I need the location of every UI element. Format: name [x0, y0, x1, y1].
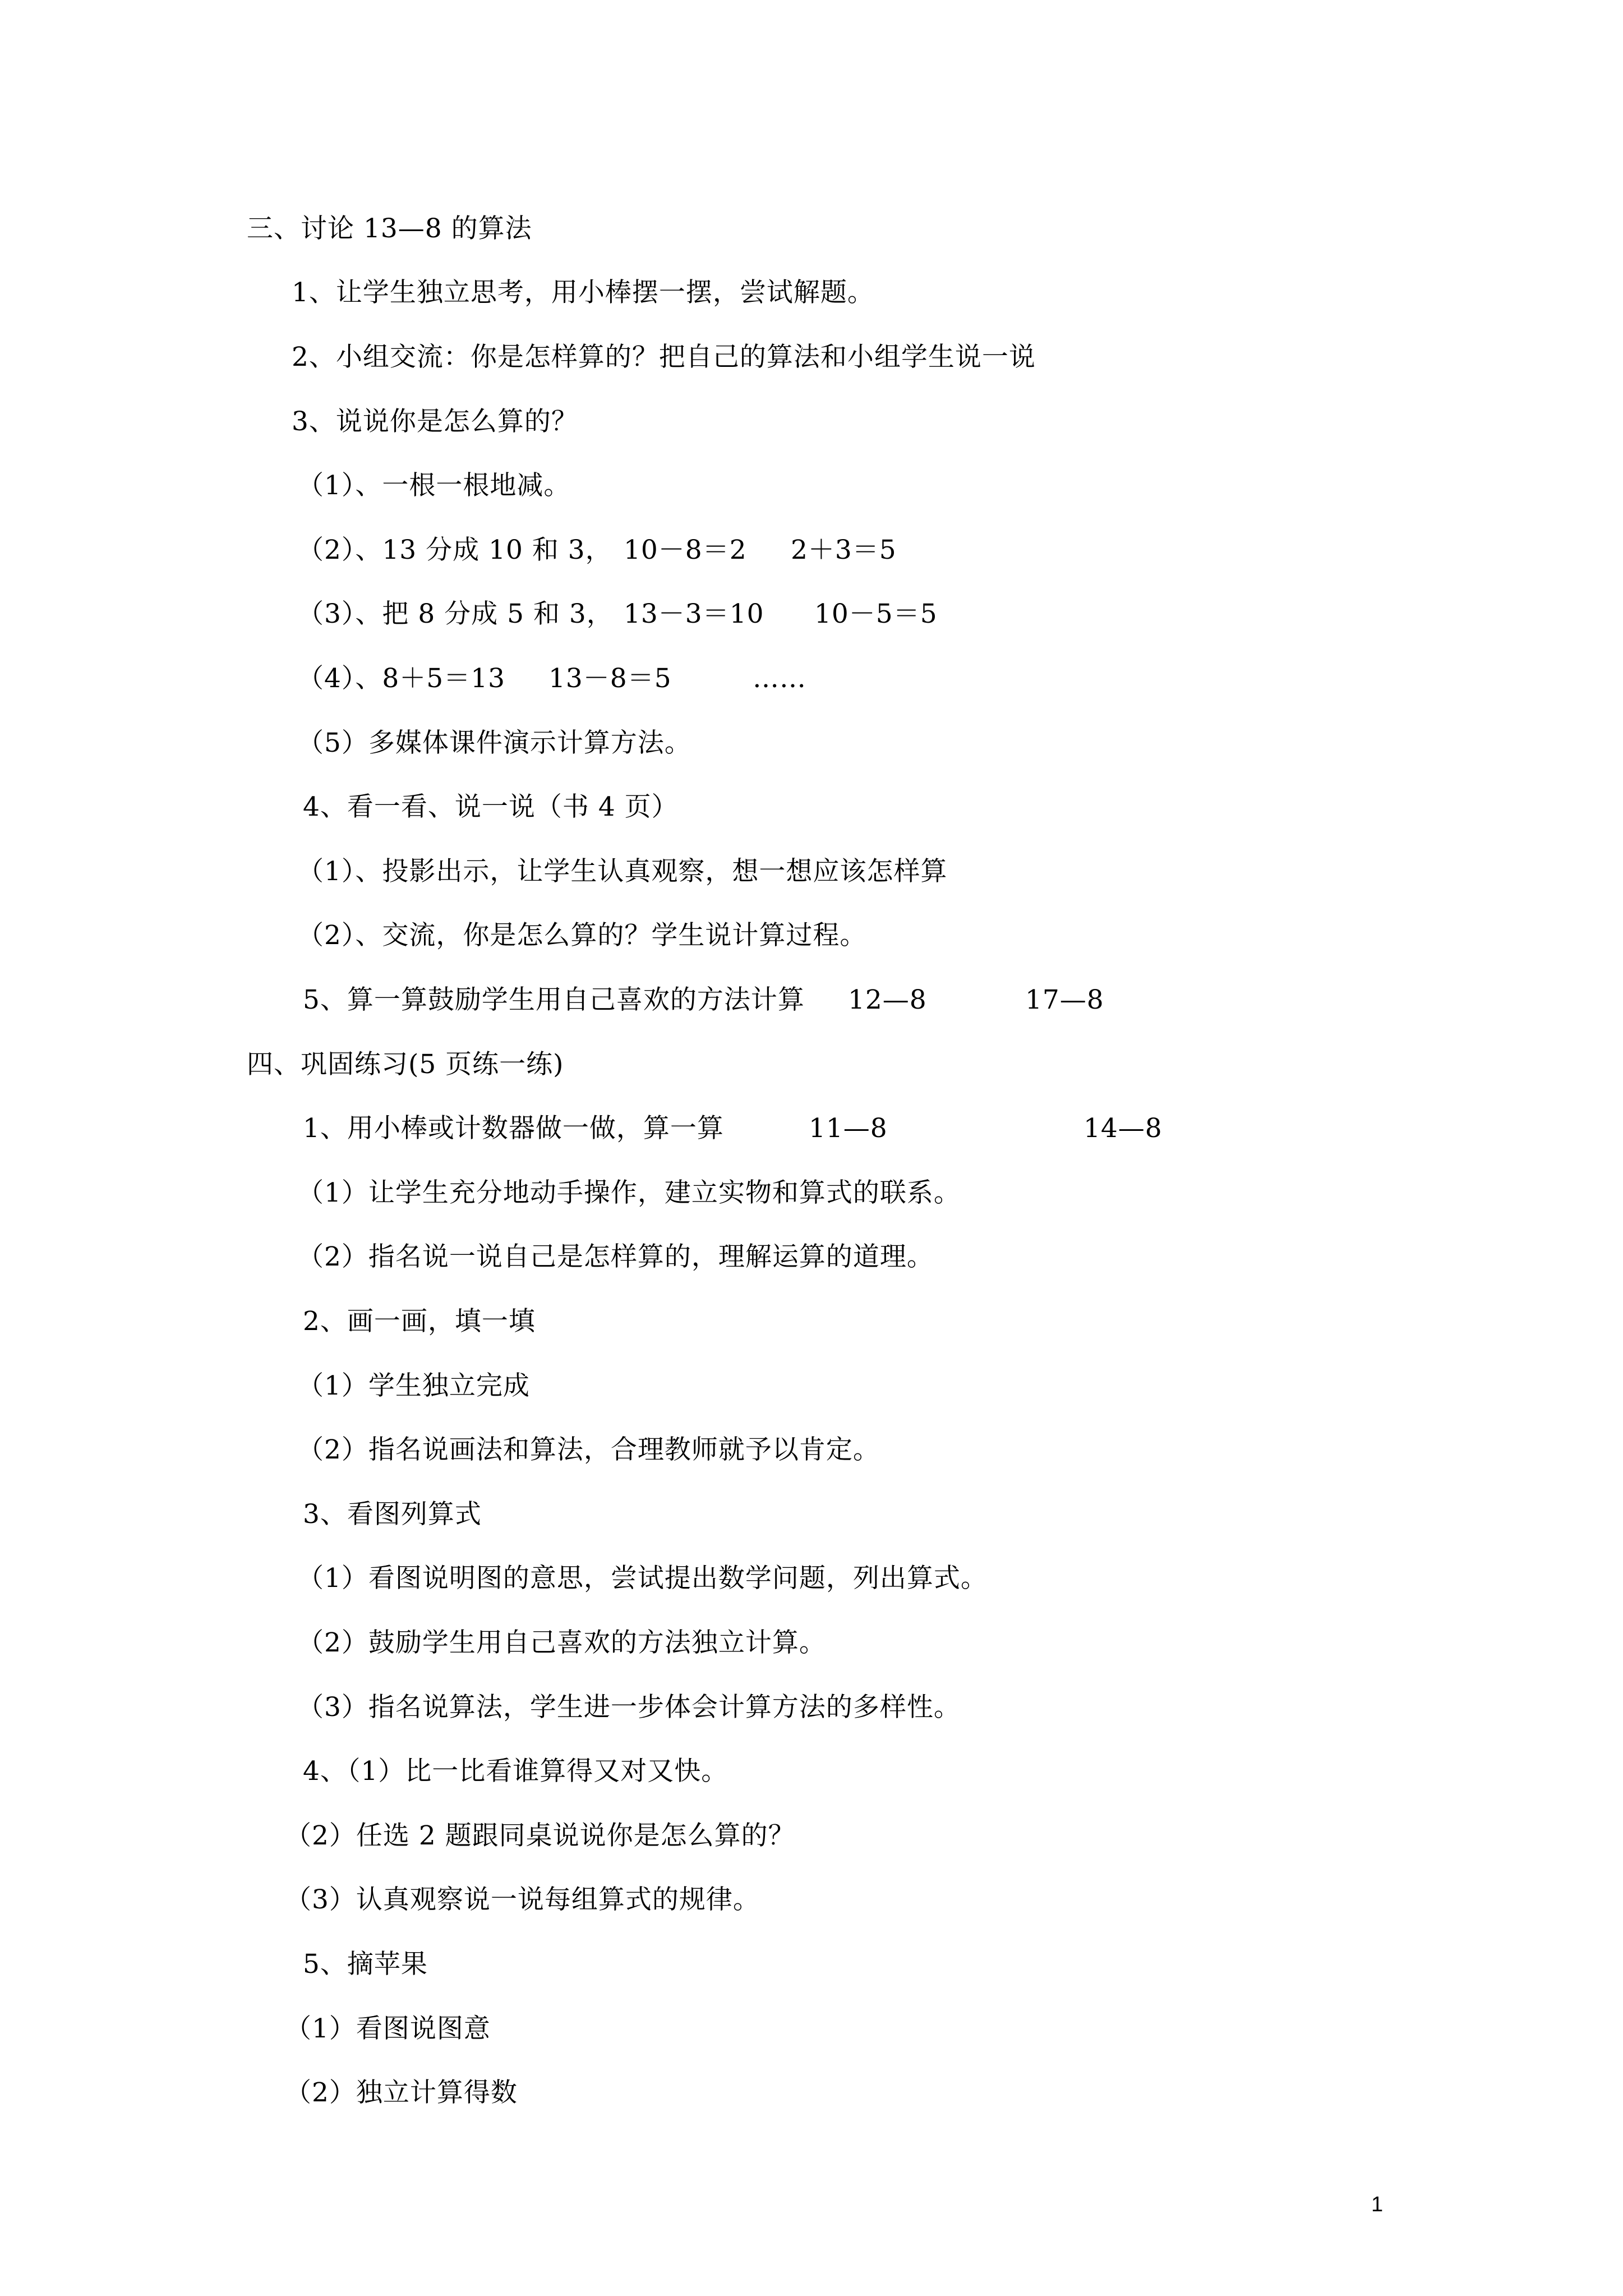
- text-line: 3、说说你是怎么算的？: [292, 406, 578, 437]
- equation: 2＋3＝5: [791, 535, 897, 565]
- section-heading-4: 四、巩固练习(5 页练一练): [247, 1049, 564, 1080]
- equation: 17—8: [1025, 984, 1104, 1015]
- text-line: （2）任选 2 题跟同桌说说你是怎么算的？: [285, 1820, 795, 1851]
- text-line: 5、摘苹果: [303, 1949, 428, 1980]
- ellipsis: ……: [753, 663, 806, 694]
- equation: 12—8: [848, 984, 927, 1015]
- text-line: （5）多媒体课件演示计算方法。: [297, 728, 691, 758]
- text-line: （1）、投影出示，让学生认真观察，想一想应该怎样算: [297, 856, 948, 887]
- line-text: （4）、8＋5＝13: [297, 663, 506, 694]
- text-line: （2）、交流，你是怎么算的？学生说计算过程。: [297, 920, 867, 951]
- line-text: （3）、把 8 分成 5 和 3，: [297, 599, 614, 629]
- equation: 10－8＝2: [624, 535, 747, 565]
- text-line: （1）、一根一根地减。: [297, 470, 571, 501]
- equation: 13－3＝10: [624, 599, 764, 629]
- equation: 14—8: [1083, 1113, 1163, 1144]
- text-line: （3）指名说算法，学生进一步体会计算方法的多样性。: [297, 1692, 961, 1723]
- line-text: （2）、13 分成 10 和 3，: [297, 535, 612, 565]
- text-line: （1）让学生充分地动手操作，建立实物和算式的联系。: [297, 1177, 961, 1208]
- text-line: （2）独立计算得数: [285, 2077, 518, 2108]
- text-line: （1）看图说明图的意思，尝试提出数学问题，列出算式。: [297, 1563, 988, 1594]
- text-line: （2）鼓励学生用自己喜欢的方法独立计算。: [297, 1627, 826, 1658]
- text-line: （1）学生独立完成: [297, 1370, 530, 1401]
- line-text: 5、算一算鼓励学生用自己喜欢的方法计算: [303, 984, 805, 1015]
- text-line: （3）认真观察说一说每组算式的规律。: [285, 1884, 760, 1915]
- line-text: 1、用小棒或计数器做一做，算一算: [303, 1113, 724, 1144]
- text-line: 4、（1）比一比看谁算得又对又快。: [303, 1756, 728, 1787]
- text-line: 2、小组交流：你是怎样算的？把自己的算法和小组学生说一说: [292, 342, 1036, 372]
- text-line: （2）指名说画法和算法，合理教师就予以肯定。: [297, 1434, 880, 1465]
- equation: 11—8: [809, 1113, 888, 1144]
- text-line: 1、让学生独立思考，用小棒摆一摆，尝试解题。: [292, 277, 874, 308]
- text-line: 2、画一画，填一填: [303, 1306, 536, 1337]
- equation: 10－5＝5: [814, 599, 938, 629]
- text-line: （1）看图说图意: [285, 2013, 491, 2044]
- section-heading-3: 三、讨论 13—8 的算法: [247, 213, 532, 244]
- text-line: 3、看图列算式: [303, 1499, 482, 1530]
- equation: 13－8＝5: [548, 663, 672, 694]
- text-line: （2）指名说一说自己是怎样算的，理解运算的道理。: [297, 1241, 934, 1272]
- text-line: 4、看一看、说一说（书 4 页）: [303, 792, 679, 822]
- page-number: 1: [1371, 2193, 1384, 2216]
